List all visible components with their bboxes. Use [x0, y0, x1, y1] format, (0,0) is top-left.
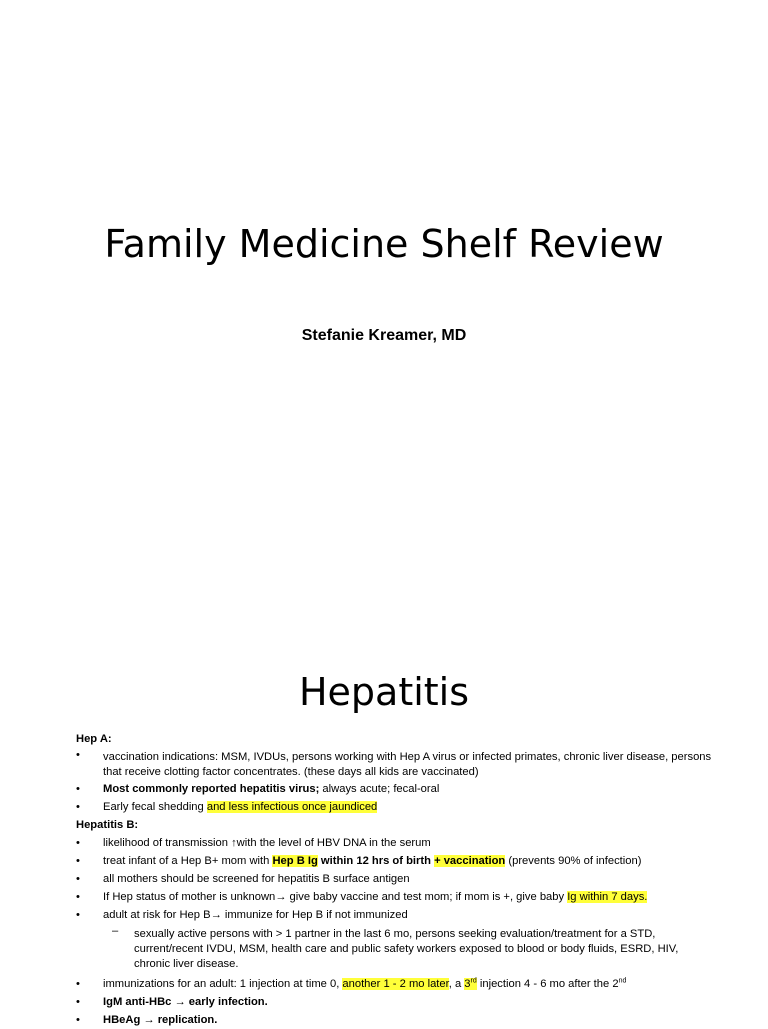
slide-body: [76, 730, 716, 1029]
list-item-text: likelihood of transmission ↑with the level of HBV DNA in the serum: [103, 837, 431, 849]
superscript: nd: [618, 977, 627, 985]
list-item: [76, 748, 716, 780]
sub-list-item: [76, 924, 716, 972]
hepatitis-slide: [0, 640, 768, 1024]
highlighted-text: [434, 855, 505, 867]
bullet: •: [76, 996, 80, 1008]
bold-text: + vaccination: [434, 855, 506, 867]
bullet: •: [76, 837, 80, 849]
list-item-text: vaccination indications: MSM, IVDUs, persons working with Hep A virus or infected primates, chronic liver disease, persons that receive clotting factor concentrates. (these days all kids are vaccinated): [103, 751, 712, 778]
highlighted-text: another 1 - 2 mo later: [342, 978, 449, 990]
list-item: [76, 1011, 716, 1029]
superscript: rd: [470, 977, 477, 985]
highlighted-text: [272, 855, 317, 867]
list-item: [76, 972, 716, 993]
section-header-hep-a: Hep A:: [76, 733, 112, 745]
highlighted-text: Ig within 7 days.: [567, 891, 648, 903]
list-item-text: sexually active persons with > 1 partner in the last 6 mo, persons seeking evaluation/treatment for a STD, current/recent IVDU, MSM, health care and public safety workers exposed to blood or body fluids, ESRD, HIV, chronic liver disease.: [134, 928, 679, 970]
highlighted-text: and less infectious once jaundiced: [206, 801, 378, 813]
section-header-hep-b: Hepatitis B:: [76, 819, 139, 831]
list-item: [76, 780, 716, 798]
dash-bullet: –: [112, 925, 119, 937]
bullet: •: [76, 783, 80, 795]
list-item-text: (prevents 90% of infection): [505, 855, 642, 867]
list-item-text: immunizations for an adult: 1 injection at time 0,: [103, 978, 343, 990]
hep-a-list: [76, 748, 716, 816]
bullet: •: [76, 749, 80, 761]
list-item-text: Early fecal shedding: [103, 801, 207, 813]
bullet: •: [76, 801, 80, 813]
list-item-text: , a: [448, 978, 465, 990]
bold-text: IgM anti-HBc → early infection.: [103, 996, 268, 1008]
bold-text: within 12 hrs of birth: [317, 855, 435, 867]
bullet: •: [76, 978, 80, 990]
list-item: [76, 906, 716, 924]
list-item-text: If Hep status of mother is unknown→ give baby vaccine and test mom; if mom is +, give baby: [103, 891, 568, 903]
list-item-text: treat infant of a Hep B+ mom with: [103, 855, 273, 867]
list-item-text: injection 4 - 6 mo after the 2: [476, 978, 619, 990]
bullet: •: [76, 891, 80, 903]
bullet: •: [76, 1014, 80, 1026]
bullet: •: [76, 873, 80, 885]
bold-text: HBeAg → replication.: [103, 1014, 218, 1026]
list-item: [76, 852, 716, 870]
hep-b-list: [76, 834, 716, 1029]
slide-title: Hepatitis: [298, 670, 470, 714]
slide-subtitle: Stefanie Kreamer, MD: [301, 327, 467, 344]
list-item: [76, 834, 716, 852]
ordinal-number: 3: [464, 978, 471, 990]
slide-title: Family Medicine Shelf Review: [104, 222, 664, 266]
list-item-text: adult at risk for Hep B→ immunize for Hep B if not immunized: [103, 909, 408, 921]
bold-text: Hep B Ig: [272, 855, 318, 867]
list-item-text: all mothers should be screened for hepatitis B surface antigen: [103, 873, 410, 885]
list-item-text: always acute; fecal-oral: [319, 783, 440, 795]
highlighted-text: [464, 978, 476, 990]
list-item: [76, 870, 716, 888]
list-item: [76, 993, 716, 1011]
bold-text: Most commonly reported hepatitis virus;: [103, 783, 320, 795]
list-item: [76, 888, 716, 906]
bullet: •: [76, 855, 80, 867]
bullet: •: [76, 909, 80, 921]
list-item: [76, 798, 716, 816]
